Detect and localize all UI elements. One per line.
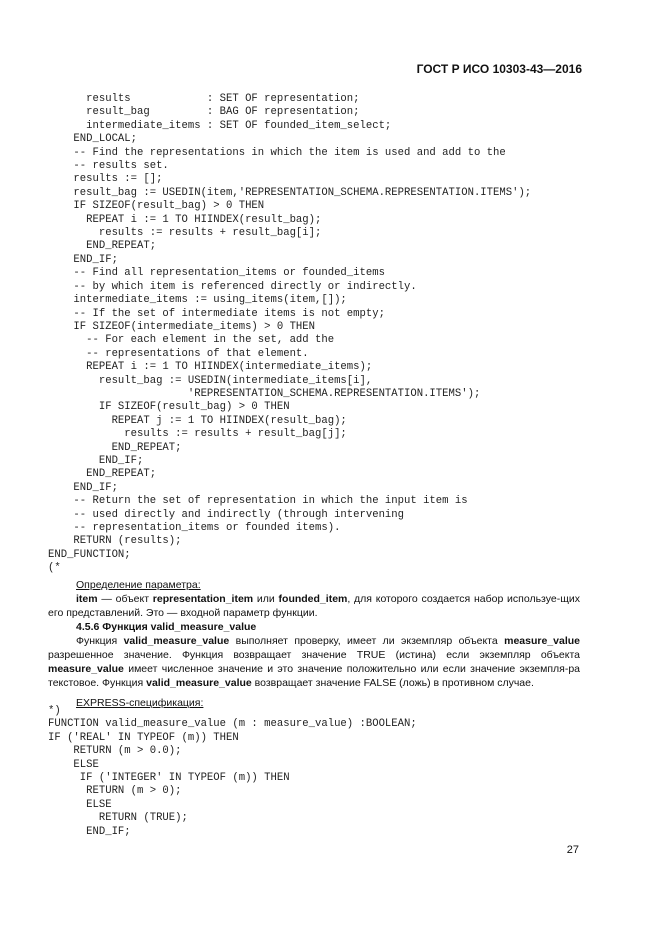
- code-line: END_FUNCTION;: [48, 548, 131, 561]
- code-line: IF ('REAL' IN TYPEOF (m)) THEN: [48, 731, 239, 744]
- code-line: -- Find the representations in which the item is used and add to the: [48, 146, 506, 159]
- code-line: intermediate_items := using_items(item,[]);: [48, 294, 347, 307]
- code-line: -- representation_items or founded items).: [48, 522, 341, 534]
- code-line: ELSE: [48, 758, 99, 771]
- parameter-definition: [48, 578, 580, 710]
- code-line: IF SIZEOF(result_bag) > 0 THEN: [48, 401, 290, 414]
- code-line: results := results + result_bag[j];: [48, 428, 347, 441]
- code-line: RETURN (m > 0);: [48, 785, 182, 798]
- code-line: (*: [48, 562, 61, 575]
- code-line: -- For each element in the set, add the: [48, 334, 335, 347]
- code-line: 'REPRESENTATION_SCHEMA.REPRESENTATION.ITEMS');: [48, 387, 481, 400]
- code-line: RETURN (results);: [48, 535, 182, 548]
- code-line: END_REPEAT;: [48, 240, 157, 253]
- code-line: intermediate_items : SET OF founded_item_select;: [48, 119, 392, 132]
- code-line: END_IF;: [48, 825, 131, 838]
- code-line: results := results + result_bag[i];: [48, 227, 322, 240]
- code-line: REPEAT j := 1 TO HIINDEX(result_bag);: [48, 414, 347, 427]
- code-line: results := [];: [48, 173, 163, 186]
- code-line: *): [48, 705, 61, 717]
- code-line: REPEAT i := 1 TO HIINDEX(result_bag);: [48, 213, 322, 226]
- code-line: IF SIZEOF(result_bag) > 0 THEN: [48, 200, 265, 213]
- page-number: 27: [566, 844, 579, 856]
- parameter-definition-heading: Определение параметра:: [76, 579, 201, 591]
- code-line: END_IF;: [48, 253, 118, 266]
- code-line: -- Return the set of representation in which the input item is: [48, 495, 468, 508]
- code-line: END_LOCAL;: [48, 133, 138, 146]
- code-line: IF ('INTEGER' IN TYPEOF (m)) THEN: [48, 772, 290, 785]
- code-line: RETURN (m > 0.0);: [48, 745, 182, 758]
- code-line: -- by which item is referenced directly or indirectly.: [48, 280, 417, 293]
- express-specification-heading: EXPRESS-спецификация:: [76, 697, 204, 709]
- code-line: -- If the set of intermediate items is not empty;: [48, 307, 385, 320]
- document-header: ГОСТ Р ИСО 10303-43—2016: [416, 62, 582, 76]
- code-line: -- results set.: [48, 160, 169, 173]
- code-line: result_bag := USEDIN(intermediate_items[i],: [48, 374, 373, 387]
- express-code-block-2: [48, 705, 417, 839]
- code-line: result_bag := USEDIN(item,'REPRESENTATION_SCHEMA.REPRESENTATION.ITEMS');: [48, 186, 532, 199]
- code-line: results : SET OF representation;: [48, 93, 360, 105]
- section-heading: 4.5.6 Функция valid_measure_value: [76, 621, 257, 633]
- section-paragraph: Функция valid_measure_value выполняет проверку, имеет ли экземпляр объекта measure_value разрешенное значение. Функция возвращает значение TRUE (истина) если экземпляр объекта measure_value имеет численное значение и это значение положительно или если значение экземпля-ра текстовое. Функция valid_measure_value возвращает значение FALSE (ложь) в противном случае.: [48, 635, 580, 689]
- code-line: RETURN (TRUE);: [48, 812, 188, 825]
- code-line: END_IF;: [48, 481, 118, 494]
- code-line: IF SIZEOF(intermediate_items) > 0 THEN: [48, 320, 316, 333]
- code-line: END_REPEAT;: [48, 468, 157, 481]
- code-line: FUNCTION valid_measure_value (m : measure_value) :BOOLEAN;: [48, 718, 417, 731]
- code-line: REPEAT i := 1 TO HIINDEX(intermediate_items);: [48, 361, 373, 374]
- parameter-definition-text: item — объект representation_item или founded_item, для которого создается набор используе-щих его представлений. Это — входной параметр функции.: [48, 593, 580, 619]
- express-code-block-1: [48, 93, 531, 576]
- code-line: -- used directly and indirectly (through intervening: [48, 508, 405, 521]
- code-line: result_bag : BAG OF representation;: [48, 106, 360, 119]
- code-line: END_REPEAT;: [48, 441, 182, 454]
- code-line: -- Find all representation_items or founded_items: [48, 267, 385, 280]
- code-line: -- representations of that element.: [48, 347, 309, 360]
- code-line: ELSE: [48, 798, 112, 811]
- code-line: END_IF;: [48, 454, 144, 467]
